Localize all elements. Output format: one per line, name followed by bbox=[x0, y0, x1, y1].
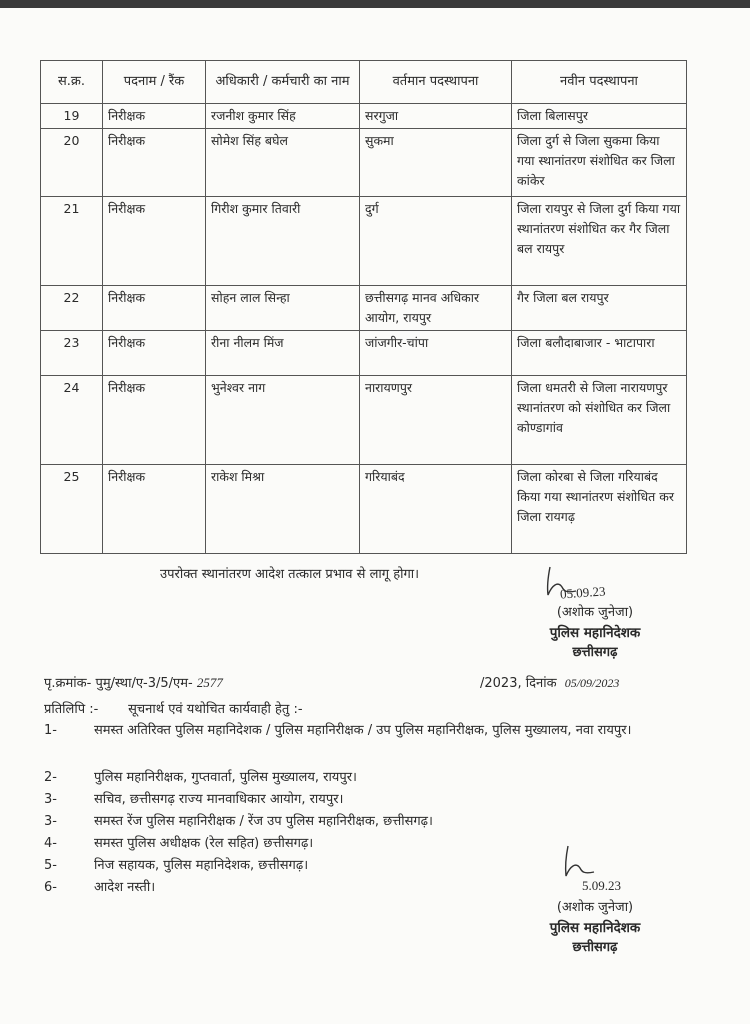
signature-block-2 bbox=[520, 852, 670, 958]
reference-number: 2577 bbox=[196, 675, 223, 690]
signature-date: 5.09.23 bbox=[582, 878, 621, 893]
list-item-number: 3- bbox=[44, 792, 57, 807]
cell-rank: निरीक्षक bbox=[103, 104, 206, 129]
table-row bbox=[41, 331, 687, 376]
cell-name: रजनीश कुमार सिंह bbox=[206, 104, 360, 129]
signatory-name: (अशोक जुनेजा) bbox=[556, 605, 634, 620]
table-row bbox=[41, 376, 687, 465]
col-header-sn: स.क्र. bbox=[41, 61, 103, 104]
cell-sn: 20 bbox=[41, 129, 103, 197]
table-row bbox=[41, 465, 687, 554]
cell-current: छत्तीसगढ़ मानव अधिकार आयोग, रायपुर bbox=[360, 286, 512, 331]
cell-name: सोहन लाल सिन्हा bbox=[206, 286, 360, 331]
copy-label: प्रतिलिपि :- bbox=[44, 702, 99, 717]
cell-new: जिला रायपुर से जिला दुर्ग किया गया स्थानांतरण संशोधित कर गैर जिला बल रायपुर bbox=[512, 197, 687, 286]
cell-rank: निरीक्षक bbox=[103, 331, 206, 376]
cell-sn: 19 bbox=[41, 104, 103, 129]
list-item-text: पुलिस महानिरीक्षक, गुप्तवार्ता, पुलिस मुख्यालय, रायपुर। bbox=[94, 770, 357, 785]
cell-current: दुर्ग bbox=[360, 197, 512, 286]
signatory-state: छत्तीसगढ़ bbox=[572, 940, 618, 955]
table-row bbox=[41, 197, 687, 286]
cell-sn: 21 bbox=[41, 197, 103, 286]
cell-current: सरगुजा bbox=[360, 104, 512, 129]
list-item-number: 4- bbox=[44, 836, 57, 851]
cell-rank: निरीक्षक bbox=[103, 197, 206, 286]
cell-new: जिला बलौदाबाजार - भाटापारा bbox=[512, 331, 687, 376]
list-item-text: समस्त रेंज पुलिस महानिरीक्षक / रेंज उप पुलिस महानिरीक्षक, छत्तीसगढ़। bbox=[94, 814, 433, 829]
reference-date-line bbox=[480, 673, 619, 691]
list-item-text: सचिव, छत्तीसगढ़ राज्य मानवाधिकार आयोग, रायपुर। bbox=[94, 792, 344, 807]
cell-name: गिरीश कुमार तिवारी bbox=[206, 197, 360, 286]
cell-new: जिला कोरबा से जिला गरियाबंद किया गया स्थानांतरण संशोधित कर जिला रायगढ़ bbox=[512, 465, 687, 554]
transfer-table bbox=[40, 60, 687, 554]
list-item-number: 6- bbox=[44, 880, 57, 895]
list-item-text: आदेश नस्ती। bbox=[94, 880, 156, 895]
col-header-new-posting: नवीन पदस्थापना bbox=[512, 61, 687, 104]
cell-sn: 22 bbox=[41, 286, 103, 331]
signatory-designation: पुलिस महानिदेशक bbox=[549, 920, 641, 936]
cell-sn: 23 bbox=[41, 331, 103, 376]
reference-prefix: पृ.क्रमांक- पुमु/स्था/ए-3/5/एम- bbox=[44, 676, 193, 691]
table-row bbox=[41, 129, 687, 197]
cell-rank: निरीक्षक bbox=[103, 286, 206, 331]
col-header-current-posting: वर्तमान पदस्थापना bbox=[360, 61, 512, 104]
reference-number-line bbox=[44, 673, 223, 691]
signatory-name: (अशोक जुनेजा) bbox=[556, 900, 634, 915]
effective-note: उपरोक्त स्थानांतरण आदेश तत्काल प्रभाव से लागू होगा। bbox=[160, 567, 420, 582]
signature-block-1 bbox=[520, 575, 670, 663]
list-item-text: समस्त अतिरिक्त पुलिस महानिदेशक / पुलिस महानिरीक्षक / उप पुलिस महानिरीक्षक, पुलिस मुख्यालय, नवा रायपुर। bbox=[94, 723, 632, 738]
cell-new: जिला धमतरी से जिला नारायणपुर स्थानांतरण को संशोधित कर जिला कोण्डागांव bbox=[512, 376, 687, 465]
list-item-number: 5- bbox=[44, 858, 57, 873]
signatory-state: छत्तीसगढ़ bbox=[572, 645, 618, 660]
col-header-name: अधिकारी / कर्मचारी का नाम bbox=[206, 61, 360, 104]
cell-name: रीना नीलम मिंज bbox=[206, 331, 360, 376]
cell-current: नारायणपुर bbox=[360, 376, 512, 465]
list-item-text: निज सहायक, पुलिस महानिदेशक, छत्तीसगढ़। bbox=[94, 858, 309, 873]
cell-rank: निरीक्षक bbox=[103, 376, 206, 465]
cell-name: भुनेश्वर नाग bbox=[206, 376, 360, 465]
cell-current: जांजगीर-चांपा bbox=[360, 331, 512, 376]
copy-purpose: सूचनार्थ एवं यथोचित कार्यवाही हेतु :- bbox=[128, 702, 303, 717]
table-header-row bbox=[41, 61, 687, 104]
cell-new: जिला दुर्ग से जिला सुकमा किया गया स्थानांतरण संशोधित कर जिला कांकेर bbox=[512, 129, 687, 197]
list-item-number: 1- bbox=[44, 723, 57, 738]
cell-rank: निरीक्षक bbox=[103, 129, 206, 197]
list-item-number: 2- bbox=[44, 770, 57, 785]
cell-rank: निरीक्षक bbox=[103, 465, 206, 554]
cell-new: जिला बिलासपुर bbox=[512, 104, 687, 129]
col-header-rank: पदनाम / रैंक bbox=[103, 61, 206, 104]
cell-name: राकेश मिश्रा bbox=[206, 465, 360, 554]
cell-current: गरियाबंद bbox=[360, 465, 512, 554]
cell-sn: 25 bbox=[41, 465, 103, 554]
cell-name: सोमेश सिंह बघेल bbox=[206, 129, 360, 197]
cell-current: सुकमा bbox=[360, 129, 512, 197]
reference-date: 05/09/2023 bbox=[564, 676, 620, 690]
top-bar bbox=[0, 0, 750, 8]
copy-heading bbox=[44, 699, 303, 717]
table-row bbox=[41, 104, 687, 129]
table-row bbox=[41, 286, 687, 331]
signature-date: 05.09.23 bbox=[559, 583, 606, 602]
cell-sn: 24 bbox=[41, 376, 103, 465]
list-item-number: 3- bbox=[44, 814, 57, 829]
cell-new: गैर जिला बल रायपुर bbox=[512, 286, 687, 331]
list-item-text: समस्त पुलिस अधीक्षक (रेल सहित) छत्तीसगढ़। bbox=[94, 836, 314, 851]
handwritten-signature-mark bbox=[560, 844, 600, 880]
reference-year: /2023, दिनांक bbox=[480, 676, 557, 691]
signatory-designation: पुलिस महानिदेशक bbox=[549, 625, 641, 641]
